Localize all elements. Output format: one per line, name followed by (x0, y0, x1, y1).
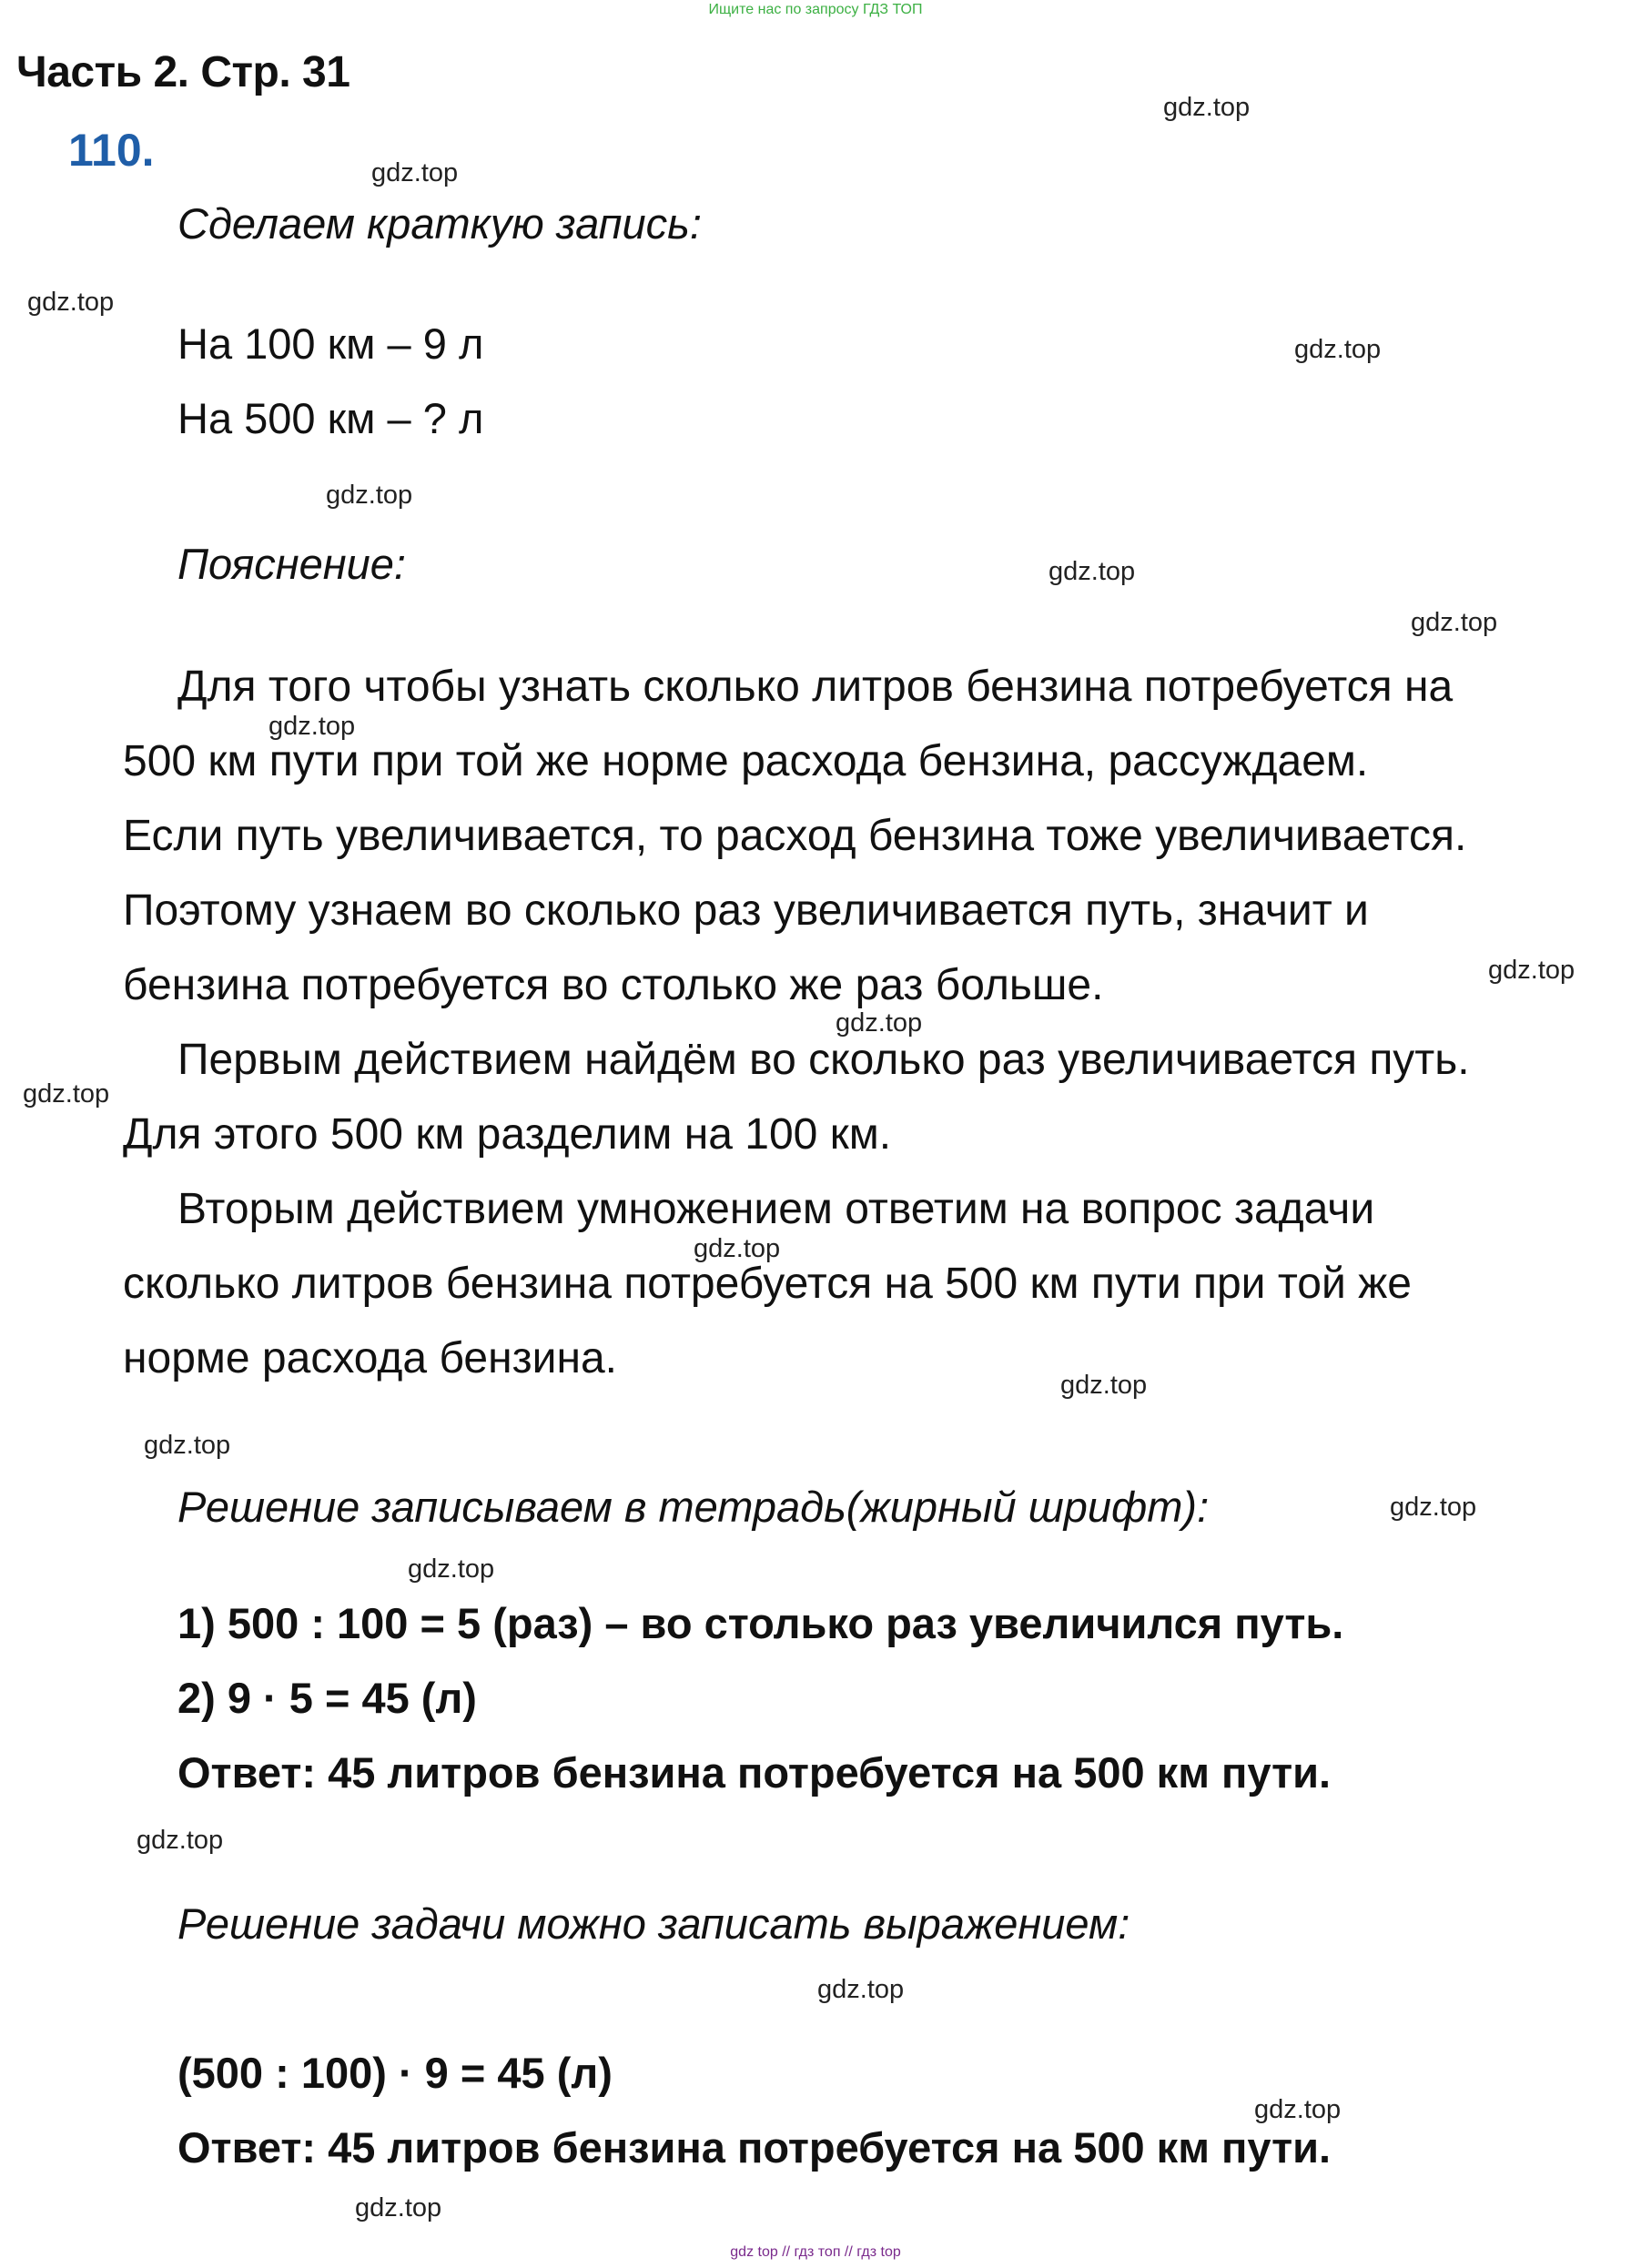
watermark: gdz.top (1390, 1493, 1477, 1522)
task-number: 110. (68, 125, 155, 176)
explanation-title: Пояснение: (177, 540, 406, 588)
expression-formula: (500 : 100) · 9 = 45 (л) (177, 2049, 613, 2097)
watermark: gdz.top (408, 1554, 495, 1584)
explanation-line: Поэтому узнаем во сколько раз увеличивается путь, значит и (123, 886, 1369, 935)
watermark: gdz.top (1488, 956, 1575, 985)
footer: gdz top // гдз топ // гдз top (730, 2244, 901, 2260)
explanation-line: бензина потребуется во столько же раз больше. (123, 961, 1104, 1009)
explanation-line: Для этого 500 км разделим на 100 км. (123, 1110, 892, 1159)
watermark: gdz.top (817, 1975, 905, 2004)
watermark: gdz.top (1411, 608, 1498, 637)
watermark: gdz.top (355, 2193, 442, 2222)
short-record-title: Сделаем краткую запись: (177, 199, 702, 248)
expression-answer: Ответ: 45 литров бензина потребуется на 500 км пути. (177, 2123, 1332, 2172)
explanation-line: 500 км пути при той же норме расхода бензина, рассуждаем. (123, 737, 1369, 785)
watermark: gdz.top (694, 1234, 781, 1263)
watermark: gdz.top (1254, 2095, 1342, 2124)
explanation-line: сколько литров бензина потребуется на 500 км пути при той же (123, 1260, 1412, 1308)
explanation-line: Если путь увеличивается, то расход бензина тоже увеличивается. (123, 812, 1467, 860)
watermark: gdz.top (1060, 1371, 1148, 1400)
short-record-line: На 500 км – ? л (177, 394, 484, 442)
solution-title: Решение записываем в тетрадь(жирный шрифт): (177, 1483, 1210, 1531)
watermark: gdz.top (144, 1431, 231, 1460)
watermark: gdz.top (23, 1079, 110, 1109)
solution-step: 2) 9 · 5 = 45 (л) (177, 1674, 477, 1722)
explanation-line: Первым действием найдём во сколько раз увеличивается путь. (177, 1036, 1470, 1084)
watermark: gdz.top (1163, 93, 1251, 122)
explanation-line: норме расхода бензина. (123, 1334, 617, 1382)
explanation-line: Вторым действием умножением ответим на вопрос задачи (177, 1185, 1375, 1233)
watermark: gdz.top (371, 158, 459, 187)
top-banner: Ищите нас по запросу ГДЗ ТОП (708, 2, 923, 17)
watermark: gdz.top (1048, 557, 1136, 586)
short-record-line: На 100 км – 9 л (177, 319, 484, 368)
watermark: gdz.top (326, 481, 413, 510)
solution-answer: Ответ: 45 литров бензина потребуется на 500 км пути. (177, 1748, 1332, 1797)
page-title: Часть 2. Стр. 31 (16, 48, 350, 96)
watermark: gdz.top (268, 712, 356, 741)
solution-step: 1) 500 : 100 = 5 (раз) – во столько раз увеличился путь. (177, 1599, 1344, 1647)
watermark: gdz.top (137, 1826, 224, 1855)
watermark: gdz.top (1294, 335, 1382, 364)
expression-title: Решение задачи можно записать выражением: (177, 1899, 1130, 1948)
watermark: gdz.top (836, 1008, 923, 1038)
explanation-line: Для того чтобы узнать сколько литров бензина потребуется на (177, 663, 1454, 711)
watermark: gdz.top (27, 288, 115, 317)
